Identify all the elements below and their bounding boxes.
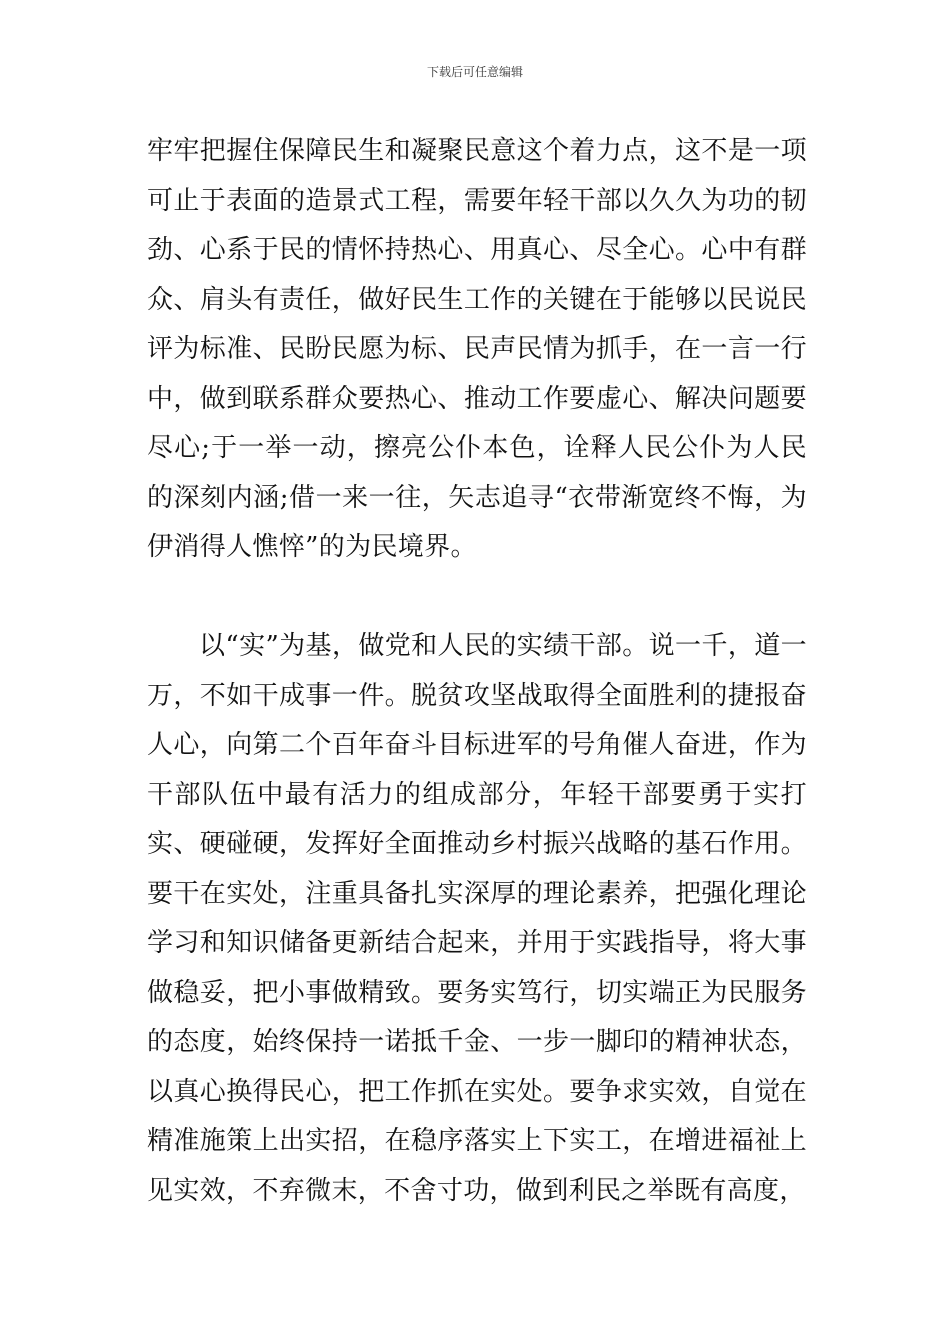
paragraph-1: 牢牢把握住保障民生和凝聚民意这个着力点，这不是一项可止于表面的造景式工程，需要年轻干部以久久为功的韧劲、心系于民的情怀持热心、用真心、尽全心。心中有群众、肩头有责任，做好民生工作的关键在于能够以民说民评为标准、民盼民愿为标、民声民情为抓手，在一言一行中，做到联系群众要热心、推动工作要虚心、解决问题要尽心;于一举一动，擦亮公仆本色，诠释人民公仆为人民的深刻内涵;借一来一往，矢志追寻“衣带渐宽终不悔，为伊消得人憔悴”的为民境界。	[147, 136, 807, 562]
page-header: 下载后可任意编辑	[426, 65, 523, 79]
paragraph-2: 以“实”为基，做党和人民的实绩干部。说一千，道一万，不如干成事一件。脱贫攻坚战取得全面胜利的捷报奋人心，向第二个百年奋斗目标进军的号角催人奋进，作为干部队伍中最有活力的组成部分，年轻干部要勇于实打实、硬碰硬，发挥好全面推动乡村振兴战略的基石作用。要干在实处，注重具备扎实深厚的理论素养，把强化理论学习和知识储备更新结合起来，并用于实践指导，将大事做稳妥，把小事做精致。要务实笃行，切实端正为民服务的态度，始终保持一诺抵千金、一步一脚印的精神状态，以真心换得民心，把工作抓在实处。要争求实效，自觉在精准施策上出实招，在稳序落实上下实工，在增进福祉上见实效，不弃微末，不舍寸功，做到利民之举既有高度，	[147, 631, 807, 1206]
